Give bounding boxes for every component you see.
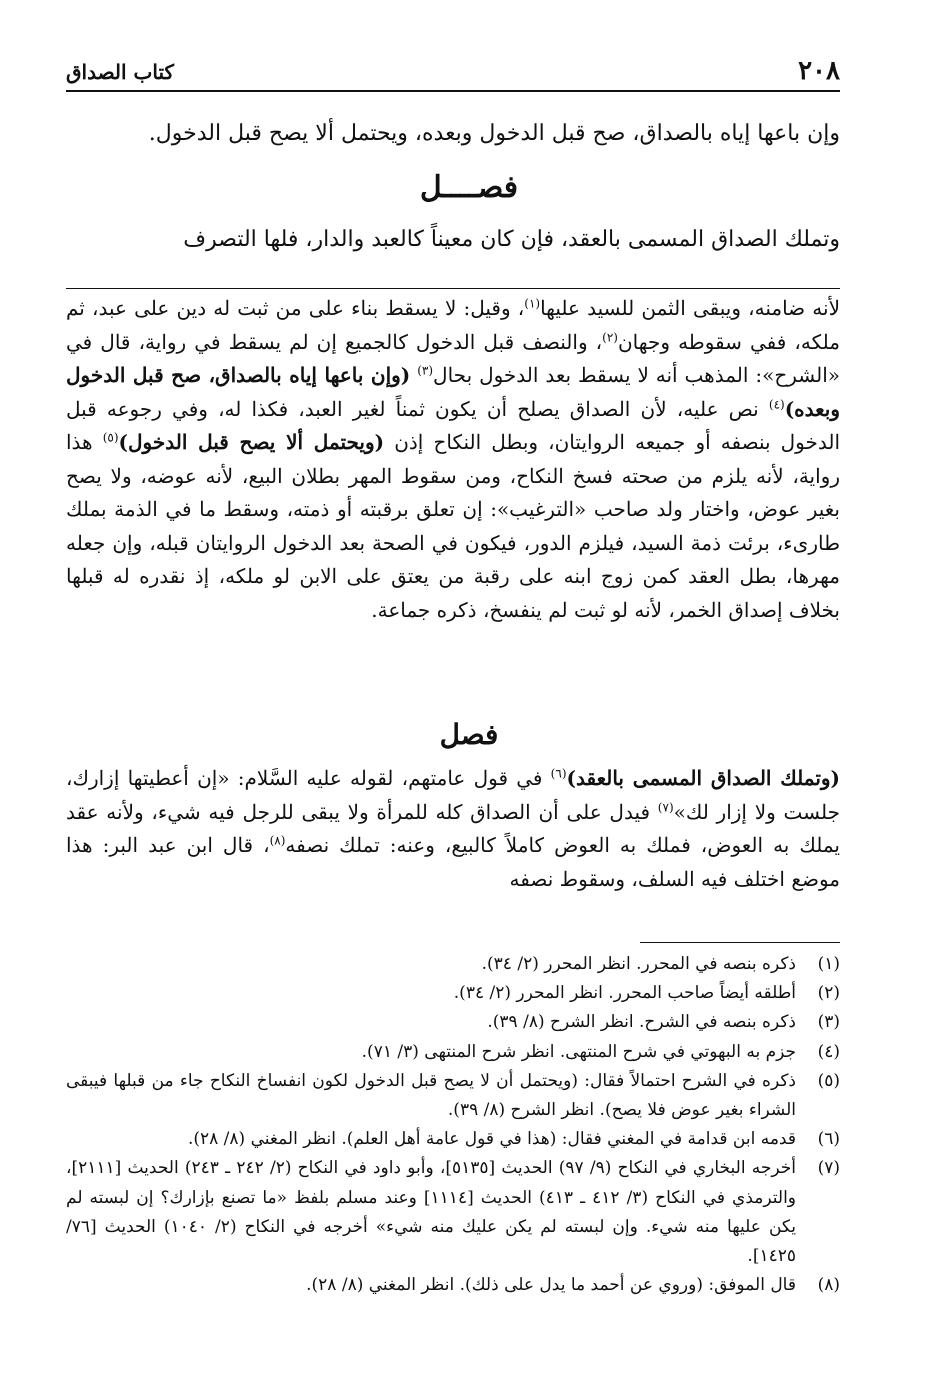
footnote-number: (٢) [817, 983, 840, 1004]
footnote-number: (٤) [817, 1041, 840, 1062]
footnote-marker: (٨) [269, 833, 286, 848]
footnote-text: ذكره بنصه في المحرر. انظر المحرر (٢/ ٣٤). [481, 954, 796, 974]
footnote [66, 950, 840, 979]
footnote-text: ذكره في الشرح احتمالاً فقال: (ويحتمل أن لا يصح قبل الدخول لكون انفساخ النكاح جاء من قبلها فيبقى الشراء بغير عوض فلا يصح). انظر الشرح (٨/ ٣٩). [66, 1070, 796, 1121]
footnote-rule [640, 942, 840, 943]
page-number: ٢٠٨ [798, 56, 840, 86]
commentary-block-2 [66, 762, 840, 896]
footnote-marker: (٤) [768, 396, 785, 411]
section-heading-1: فصــــل [419, 170, 519, 205]
matn-line-2: وتملك الصداق المسمى بالعقد، فإن كان معيناً كالعبد والدار، فلها التصرف [183, 227, 840, 252]
page-header [66, 56, 840, 90]
commentary-text: ، قال ابن عبد البر: هذا موضع اختلف فيه السلف، وسقوط نصفه [66, 833, 840, 891]
commentary-text: ، وقيل: لا يسقط بناء على من ثبت له دين على عبد، ثم ملكه، ففي سقوطه وجهان [66, 296, 840, 354]
footnote-text: قدمه ابن قدامة في المغني فقال: (هذا في قول عامة أهل العلم). انظر المغني (٨/ ٢٨). [187, 1129, 796, 1150]
quoted-matn: (وإن باعها إياه بالصداق، صح قبل الدخول وبعده) [66, 363, 841, 421]
footnote-text: ذكره بنصه في الشرح. انظر الشرح (٨/ ٣٩). [487, 1012, 796, 1033]
commentary-text: فيدل على أن الصداق كله للمرأة ولا يبقى للرجل فيه شيء، ولأنه عقد يملك به العوض، فملك به العوض كاملاً كالبيع، وعنه: تملك نصفه [66, 799, 840, 857]
footnote [66, 1038, 840, 1067]
running-title: كتاب الصداق [66, 60, 175, 84]
commentary-text: نص عليه، لأن الصداق يصلح أن يكون ثمناً لغير العبد، فكذا له، وفي رجوعه قبل الدخول بنصفه أو جميعه الروايتان، وبطل النكاح إذن [66, 396, 841, 454]
footnote-text: قال الموفق: (وروي عن أحمد ما يدل على ذلك). انظر المغني (٨/ ٢٨). [306, 1275, 796, 1296]
matn-separator [66, 288, 840, 289]
footnote-marker: (١) [524, 296, 541, 311]
footnote-number: (٨) [817, 1275, 840, 1296]
footnote-number: (١) [817, 954, 840, 974]
footnote-marker: (٢) [602, 329, 618, 344]
commentary-block-1 [66, 292, 840, 627]
commentary-text: لأنه ضامنه، ويبقى الثمن للسيد عليها [540, 296, 840, 320]
quoted-matn: (ويحتمل ألا يصح قبل الدخول) [118, 430, 385, 454]
footnote [66, 1125, 840, 1154]
footnote-number: (٥) [817, 1070, 840, 1091]
footnote-text: جزم به البهوتي في شرح المنتهى. انظر شرح المنتهى (٣/ ٧١). [361, 1041, 796, 1062]
footnote [66, 1008, 840, 1037]
header-rule [66, 90, 840, 92]
footnote [66, 1271, 840, 1300]
footnote-marker: (٥) [102, 430, 119, 445]
section-heading-2: فصل [439, 718, 499, 751]
footnote-text: أخرجه البخاري في النكاح (٩/ ٩٧) الحديث [٥١٣٥]، وأبو داود في النكاح (٢/ ٢٤٢ ـ ٢٤٣) الحديث [٢١١١]، والترمذي في النكاح (٣/ ٤١٢ ـ ٤١٣) الحديث [١١١٤] وعند مسلم بلفظ «ما تصنع بإزارك؟ إن لبسته لم يكن عليها منه شيء. وإن لبسته لم يكن عليك منه شيء» أخرجه في النكاح (٢/ ١٠٤٠) الحديث [٧٦/ ١٤٢٥]. [66, 1158, 797, 1267]
commentary-text: ، والنصف قبل الدخول كالجميع إن لم يسقط في رواية، قال في «الشرح»: المذهب أنه لا يسقط بعد الدخول بحال [66, 329, 841, 387]
footnote-marker: (٧) [657, 799, 674, 814]
matn-line-1: وإن باعها إياه بالصداق، صح قبل الدخول وبعده، ويحتمل ألا يصح قبل الدخول. [148, 121, 840, 146]
footnote [66, 1154, 840, 1271]
footnote-marker: (٣) [417, 363, 434, 378]
quoted-matn: (وتملك الصداق المسمى بالعقد) [566, 766, 841, 790]
footnotes [66, 950, 840, 1300]
footnote-number: (٧) [817, 1158, 840, 1179]
footnote [66, 979, 840, 1008]
footnote-marker: (٦) [550, 766, 567, 781]
footnote-text: أطلقه أيضاً صاحب المحرر. انظر المحرر (٢/ ٣٤). [453, 983, 796, 1004]
footnote [66, 1067, 840, 1125]
footnote-number: (٦) [817, 1129, 840, 1150]
commentary-text: في قول عامتهم، لقوله عليه السَّلام: «إن أعطيتها إزارك، جلست ولا إزار لك» [66, 766, 841, 824]
footnote-number: (٣) [817, 1012, 840, 1033]
commentary-text: هذا رواية، لأنه يلزم من صحته فسخ النكاح، ومن سقوط المهر بطلان البيع، لأنه عوضه، ولا يصح بغير عوض، واختار ولد صاحب «الترغيب»: إن تعلق برقبته أو ذمته، وسقط ما في الذمة بملك طارىء، برئت ذمة السيد، فيلزم الدور، فيكون في الصحة بعد الدخول الروايتان قبله، وإن جعله مهرها، بطل العقد كمن زوج ابنه على رقبة من يعتق على الابن لو ملكه، إذ نقدره له قبلها بخلاف إصداق الخمر، لأنه لو ثبت لم ينفسخ، ذكره جماعة. [66, 430, 840, 622]
